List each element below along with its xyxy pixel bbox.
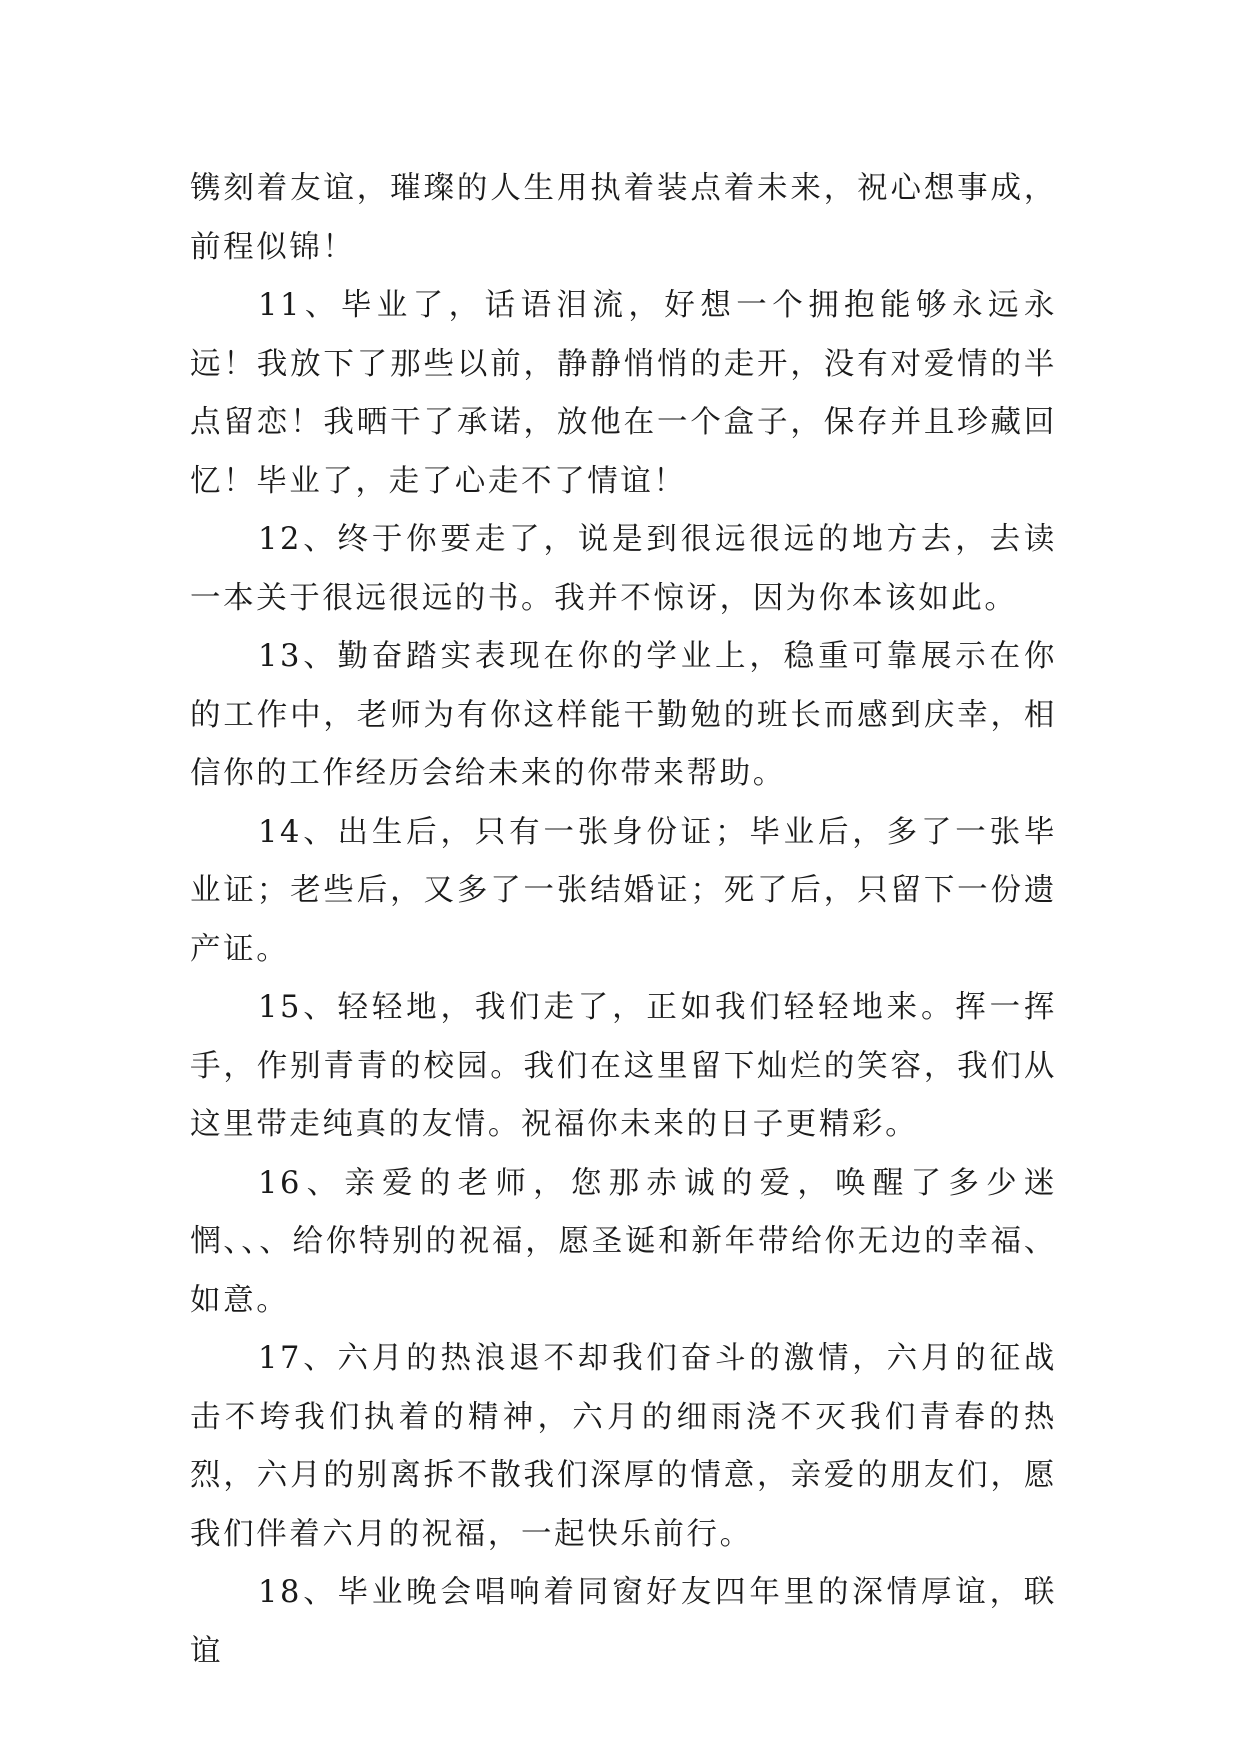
paragraph-item-14: 14、出生后，只有一张身份证；毕业后，多了一张毕业证；老些后，又多了一张结婚证；死了后，只留下一份遗产证。 xyxy=(190,814,1057,967)
paragraph-item-18: 18、毕业晚会唱响着同窗好友四年里的深情厚谊，联谊 xyxy=(190,1575,1057,1669)
paragraph-item-17: 17、六月的热浪退不却我们奋斗的激情，六月的征战击不垮我们执着的精神，六月的细雨浇不灭我们青春的热烈，六月的别离拆不散我们深厚的情意，亲爱的朋友们，愿我们伴着六月的祝福，一起快乐前行。 xyxy=(190,1341,1057,1552)
paragraph-item-16: 16、亲爱的老师，您那赤诚的爱，唤醒了多少迷惘、、、给你特别的祝福，愿圣诞和新年带给你无边的幸福、如意。 xyxy=(190,1165,1057,1318)
paragraph-continuation: 镌刻着友谊，璀璨的人生用执着装点着未来，祝心想事成，前程似锦！ xyxy=(190,171,1057,265)
paragraph-item-11: 11、毕业了，话语泪流，好想一个拥抱能够永远永远！我放下了那些以前，静静悄悄的走开，没有对爱情的半点留恋！我晒干了承诺，放他在一个盒子，保存并且珍藏回忆！毕业了，走了心走不了情谊！ xyxy=(190,288,1057,499)
paragraph-item-12: 12、终于你要走了，说是到很远很远的地方去，去读一本关于很远很远的书。我并不惊讶，因为你本该如此。 xyxy=(190,522,1057,616)
paragraph-item-13: 13、勤奋踏实表现在你的学业上，稳重可靠展示在你的工作中，老师为有你这样能干勤勉的班长而感到庆幸，相信你的工作经历会给未来的你带来帮助。 xyxy=(190,639,1057,791)
document-body xyxy=(190,160,1057,1681)
paragraph-item-15: 15、轻轻地，我们走了，正如我们轻轻地来。挥一挥手，作别青青的校园。我们在这里留下灿烂的笑容，我们从这里带走纯真的友情。祝福你未来的日子更精彩。 xyxy=(190,990,1057,1142)
